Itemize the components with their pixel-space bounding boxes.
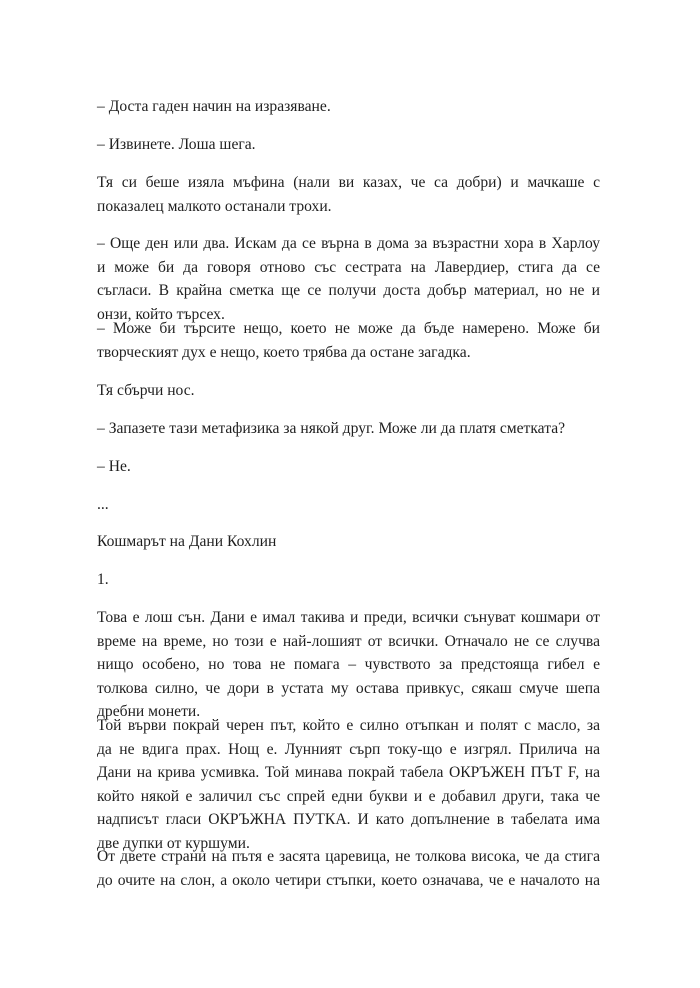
paragraph-line: толкова силно, че дори в устата му остава привкус, сякаш смуче шепа [97,679,600,697]
paragraph-line: – Извинете. Лоша шега. [97,136,256,153]
paragraph-line: съгласи. В крайна сметка ще се получи доста добър материал, но не и [97,282,600,299]
paragraph-11 [97,845,600,892]
paragraph-line: ... [97,496,109,513]
paragraph-line: и може би да говоря отново със сестрата на Лавердиер, стига да се [97,258,600,276]
paragraph-9 [97,606,600,724]
paragraph-line: – Доста гаден начин на изразяване. [97,98,331,115]
paragraph-line: Тя сбърчи нос. [97,382,195,399]
paragraph-line: – Още ден или два. Искам да се върна в дома за възрастни хора в Харлоу [97,235,600,252]
paragraph-line: – Може би търсите нещо, което не може да бъде намерено. Може би [97,320,600,337]
paragraph-line: две дупки от куршуми. [97,834,250,852]
paragraph-line: който някой е заличил със спрей едни букви и е добавил други, така че [97,787,600,805]
paragraph-line: Дани на крива усмивка. Той минава покрай табела ОКРЪЖЕН ПЪТ F, на [97,764,600,781]
paragraph-line: да не вдига прах. Нощ е. Лунният сърп току-що е изгрял. Прилича на [97,740,600,758]
chapter-title [97,530,600,554]
paragraph-line: 1. [97,571,109,588]
paragraph-line: Кошмарът на Дани Кохлин [97,533,277,550]
paragraph-line: онзи, който търсех. [97,305,225,323]
paragraph-line: надписът гласи ОКРЪЖНА ПУТКА. И като допълнение в табелата има [97,811,600,828]
paragraph-line: време на време, но този е най-лошият от всички. Отначало не се случва [97,632,600,650]
paragraph-4 [97,232,600,326]
separator-ellipsis [97,493,600,517]
paragraph-3 [97,171,600,218]
paragraph-8 [97,455,600,479]
paragraph-10 [97,714,600,855]
paragraph-line: От двете страни на пътя е засята царевица, не толкова висока, че да стига [97,848,600,865]
paragraph-line: до очите на слон, а около четири стъпки, което означава, че е началото на [97,871,600,889]
paragraph-line: дребни монети. [97,703,201,720]
paragraph-line: показалец малкото останали трохи. [97,197,332,215]
paragraph-line: – Запазете тази метафизика за някой друг. Може ли да платя сметката? [97,420,566,437]
paragraph-line: Той върви покрай черен път, който е силно отъпкан и полят с масло, за [97,717,600,734]
chapter-number [97,568,600,592]
paragraph-5 [97,317,600,364]
paragraph-line: нищо особено, но това не помага – чувството за предстояща гибел е [97,656,600,673]
paragraph-line: Това е лош сън. Дани е имал такива и преди, всички сънуват кошмари от [97,609,600,626]
paragraph-2 [97,133,600,157]
paragraph-line: – Не. [97,458,131,475]
paragraph-line: творческият дух е нещо, което трябва да остане загадка. [97,343,471,361]
paragraph-7 [97,417,600,441]
paragraph-6 [97,379,600,403]
paragraph-line: Тя си беше изяла мъфина (нали ви казах, че са добри) и мачкаше с [97,174,600,191]
paragraph-1 [97,95,600,119]
